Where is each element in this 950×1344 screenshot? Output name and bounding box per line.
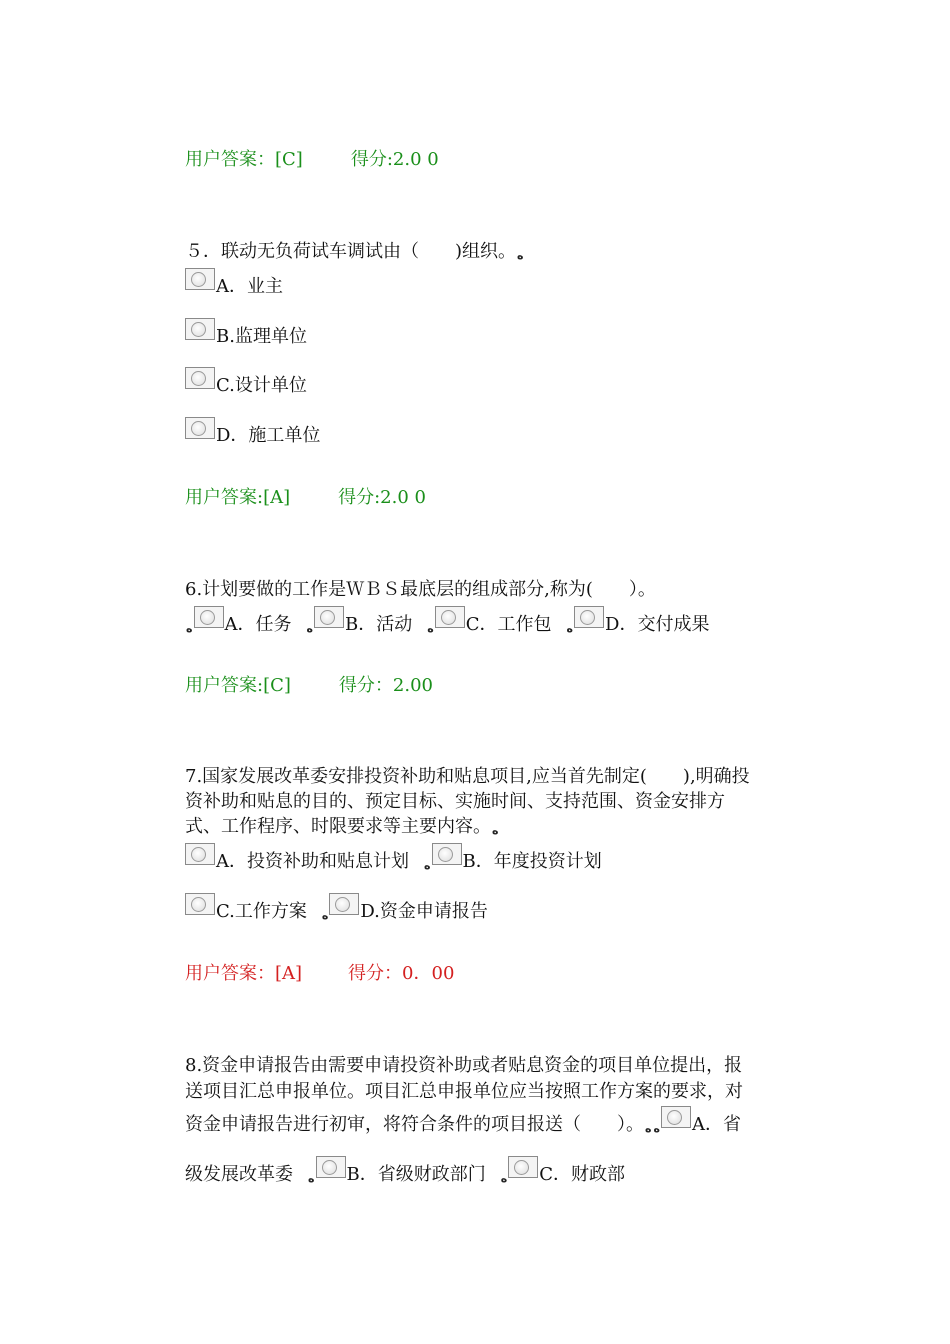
q7-result <box>185 962 454 986</box>
q7-question-line-3 <box>185 815 500 843</box>
q6-option-c-label[interactable]: C．工作包 <box>465 614 552 635</box>
q5-result <box>185 486 426 510</box>
radio-button-icon[interactable] <box>185 893 215 915</box>
paragraph-mark-icon: ه <box>186 622 193 635</box>
q5-option-c-label: C.设计单位 <box>216 375 307 396</box>
q7-options-row-2 <box>185 893 488 928</box>
radio-button-icon[interactable] <box>185 318 215 340</box>
q4-result <box>185 148 439 172</box>
q7-option-a-label[interactable]: A．投资补助和贴息计划 <box>216 851 409 872</box>
radio-button-icon[interactable] <box>194 606 224 628</box>
q7-option-d-label[interactable]: D.资金申请报告 <box>360 901 488 922</box>
q8-option-b-label[interactable]: B．省级财政部门 <box>346 1164 486 1185</box>
paragraph-mark-icon: ه <box>566 622 574 635</box>
q8-question-text: 8.资金申请报告由需要申请投资补助或者贴息资金的项目单位提出，报 <box>185 1055 743 1076</box>
q5-option-c[interactable] <box>185 367 307 398</box>
q5-score-label: 得分:2.0 0 <box>338 487 426 508</box>
paragraph-mark-icon: ه <box>517 249 524 262</box>
q8-question-line-1 <box>185 1054 742 1078</box>
q8-question-line-3 <box>185 1106 741 1141</box>
radio-button-icon[interactable] <box>185 417 215 439</box>
paragraph-mark-icon: ه <box>427 622 434 635</box>
radio-button-icon[interactable] <box>316 1156 346 1178</box>
q7-option-c-label[interactable]: C.工作方案 <box>216 901 307 922</box>
q6-option-d-label[interactable]: D．交付成果 <box>605 614 710 635</box>
q5-option-d-label: D．施工单位 <box>216 425 321 446</box>
q5-option-d[interactable] <box>185 417 320 448</box>
q6-options <box>185 606 709 641</box>
q5-question-text: ５．联动无负荷试车调试由（ )组织。 <box>185 241 517 262</box>
q8-question-text: 资金申请报告进行初审，将符合条件的项目报送（ ）。 <box>185 1114 644 1135</box>
paragraph-mark-icon: ه <box>645 1122 652 1135</box>
q7-options-row-1 <box>185 843 602 878</box>
paragraph-mark-icon: ه <box>308 1172 315 1185</box>
q7-score-label: 得分：0．00 <box>348 963 455 984</box>
radio-button-icon[interactable] <box>185 268 215 290</box>
paragraph-mark-icon: ه <box>306 622 313 635</box>
q5-option-b[interactable] <box>185 318 307 349</box>
paragraph-mark-icon: ه <box>424 859 431 872</box>
radio-button-icon[interactable] <box>508 1156 538 1178</box>
q8-question-text: 送项目汇总申报单位。项目汇总申报单位应当按照工作方案的要求，对 <box>185 1081 743 1102</box>
q6-option-a-label[interactable]: A．任务 <box>224 614 292 635</box>
paragraph-mark-icon: ه <box>492 824 499 837</box>
q7-question-text: 资补助和贴息的目的、预定目标、实施时间、支持范围、资金安排方 <box>185 791 725 812</box>
radio-button-icon[interactable] <box>435 606 465 628</box>
q5-option-a[interactable] <box>185 268 283 299</box>
q8-option-a-label-continued[interactable]: 级发展改革委 <box>185 1164 293 1185</box>
q4-answer-label: 用户答案：[C] <box>185 149 303 170</box>
q6-answer-label: 用户答案:[C] <box>185 675 291 696</box>
q4-score-label: 得分:2.0 0 <box>350 149 439 170</box>
q8-options-row <box>185 1156 625 1191</box>
q5-answer-label: 用户答案:[A] <box>185 487 291 508</box>
q7-answer-label: 用户答案：[A] <box>185 963 303 984</box>
q8-option-c-label[interactable]: C．财政部 <box>539 1164 626 1185</box>
radio-button-icon[interactable] <box>185 843 215 865</box>
radio-button-icon[interactable] <box>314 606 344 628</box>
radio-button-icon[interactable] <box>661 1106 691 1128</box>
paragraph-mark-icon: ه <box>321 909 329 922</box>
q8-question-line-2 <box>185 1080 743 1104</box>
radio-button-icon[interactable] <box>329 893 359 915</box>
q5-option-a-label: A．业主 <box>216 276 283 297</box>
q5-option-b-label: B.监理单位 <box>216 326 307 347</box>
q6-result <box>185 674 433 698</box>
radio-button-icon[interactable] <box>432 843 462 865</box>
q6-question-text: 6.计划要做的工作是ＷＢＳ最底层的组成部分,称为( ）。 <box>185 579 656 600</box>
q7-question-line-1 <box>185 765 750 789</box>
q5-question <box>185 240 525 268</box>
radio-button-icon[interactable] <box>574 606 604 628</box>
q7-question-text: 7.国家发展改革委安排投资补助和贴息项目,应当首先制定( ),明确投 <box>185 766 750 787</box>
q7-question-line-2 <box>185 790 725 814</box>
q8-option-a-label[interactable]: A．省 <box>692 1114 741 1135</box>
radio-button-icon[interactable] <box>185 367 215 389</box>
q7-option-b-label[interactable]: B．年度投资计划 <box>462 851 602 872</box>
q7-question-text: 式、工作程序、时限要求等主要内容。 <box>185 816 491 837</box>
q6-option-b-label[interactable]: B．活动 <box>345 614 413 635</box>
paragraph-mark-icon: ه <box>500 1172 508 1185</box>
q6-score-label: 得分：2.00 <box>338 675 433 696</box>
paragraph-mark-icon: ه <box>653 1122 660 1135</box>
q6-question <box>185 578 656 602</box>
